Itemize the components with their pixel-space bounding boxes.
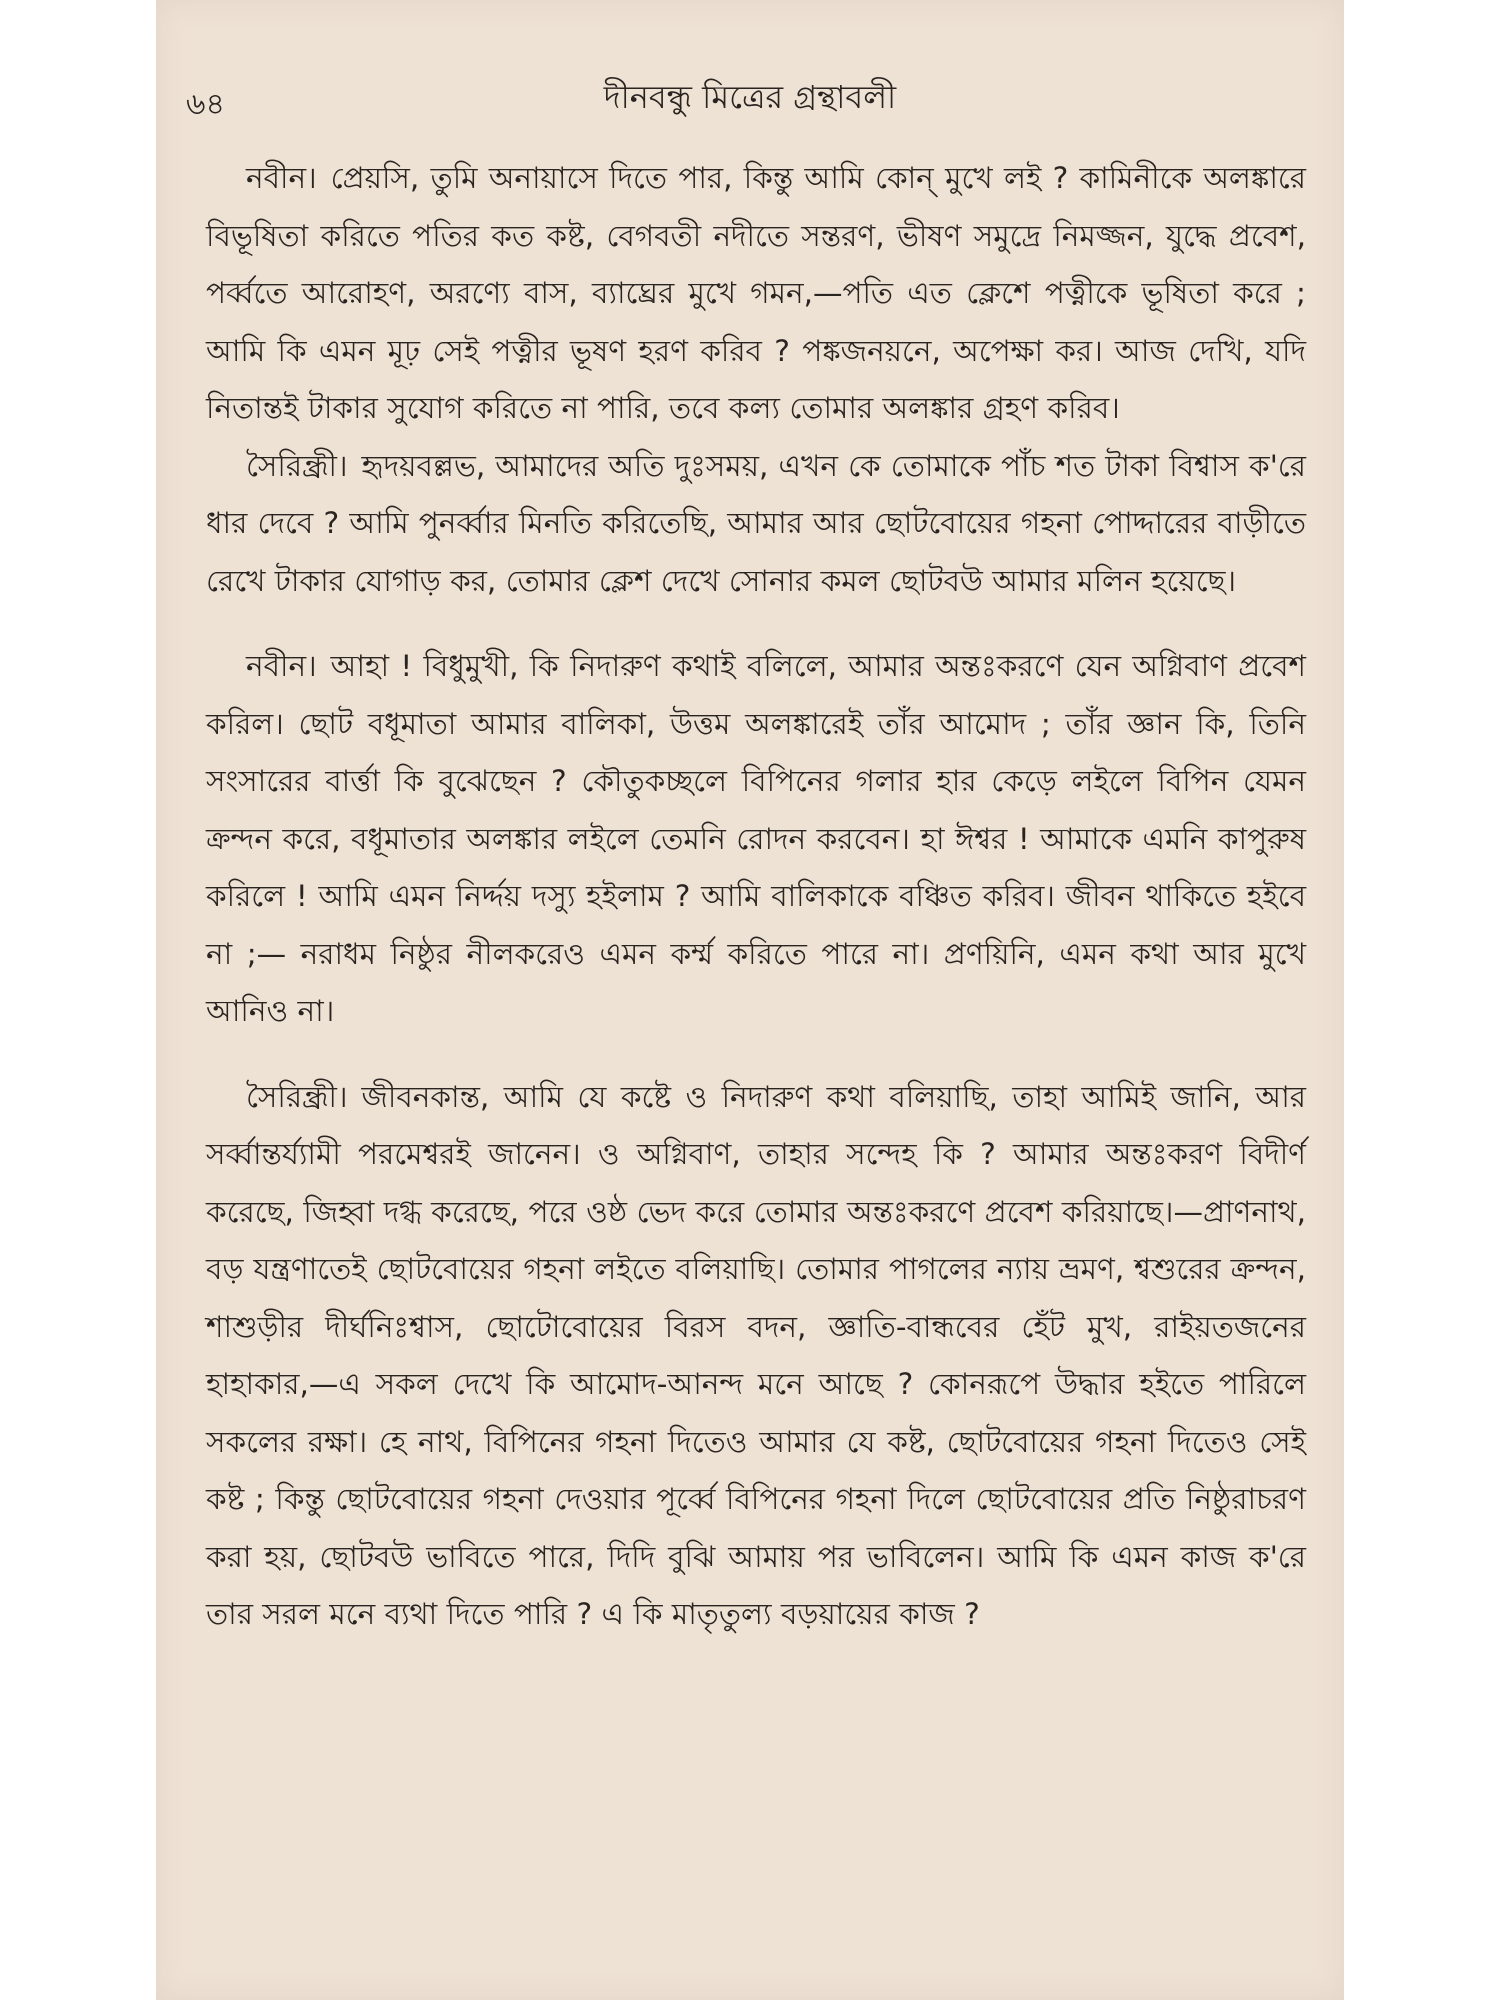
dialogue-line: প্রেয়সি, তুমি অনায়াসে দিতে পার, কিন্তু আমি কোন্ মুখে লই ? কামিনীকে অলঙ্কারে বিভূষিতা করিতে পতির কত কষ্ট, বেগবতী নদীতে সন্তরণ, ভীষণ সমুদ্রে নিমজ্জন, যুদ্ধে প্রবেশ, পর্ব্বতে আরোহণ, অরণ্যে বাস, ব্যাঘ্রের মুখে গমন,—পতি এত ক্লেশে পত্নীকে ভূষিতা করে ; আমি কি এমন মূঢ় সেই পত্নীর ভূষণ হরণ করিব ? পঙ্কজনয়নে, অপেক্ষা কর। আজ দেখি, যদি নিতান্তই টাকার সুযোগ করিতে না পারি, তবে কল্য তোমার অলঙ্কার গ্রহণ করিব।	[206, 161, 1306, 425]
dialogue-line: জীবনকান্ত, আমি যে কষ্টে ও নিদারুণ কথা বলিয়াছি, তাহা আমিই জানি, আর সর্ব্বান্তর্য্যামী পরমেশ্বরই জানেন। ও অগ্নিবাণ, তাহার সন্দেহ কি ? আমার অন্তঃকরণ বিদীর্ণ করেছে, জিহ্বা দগ্ধ করেছে, পরে ওষ্ঠ ভেদ করে তোমার অন্তঃকরণে প্রবেশ করিয়াছে।—প্রাণনাথ, বড় যন্ত্রণাতেই ছোটবোয়ের গহনা লইতে বলিয়াছি। তোমার পাগলের ন্যায় ভ্রমণ, শ্বশুরের ক্রন্দন, শাশুড়ীর দীর্ঘনিঃশ্বাস, ছোটোবোয়ের বিরস বদন, জ্ঞাতি-বান্ধবের হেঁট মুখ, রাইয়তজনের হাহাকার,—এ সকল দেখে কি আমোদ-আনন্দ মনে আছে ? কোনরূপে উদ্ধার হইতে পারিলে সকলের রক্ষা। হে নাথ, বিপিনের গহনা দিতেও আমার যে কষ্ট, ছোটবোয়ের গহনা দিতেও সেই কষ্ট ; কিন্তু ছোটবোয়ের গহনা দেওয়ার পূর্ব্বে বিপিনের গহনা দিলে ছোটবোয়ের প্রতি নিষ্ঠুরাচরণ করা হয়, ছোটবউ ভাবিতে পারে, দিদি বুঝি আমায় পর ভাবিলেন। আমি কি এমন কাজ ক'রে তার সরল মনে ব্যথা দিতে পারি ? এ কি মাতৃতুল্য বড়য়ায়ের কাজ ?	[206, 1079, 1306, 1631]
speaker-name: নবীন।	[246, 649, 317, 683]
page-number: ৬৪	[186, 87, 225, 122]
dialogue-line: আহা ! বিধুমুখী, কি নিদারুণ কথাই বলিলে, আমার অন্তঃকরণে যেন অগ্নিবাণ প্রবেশ করিল। ছোট বধূমাতা আমার বালিকা, উত্তম অলঙ্কারেই তাঁর আমোদ ; তাঁর জ্ঞান কি, তিনি সংসারের বার্ত্তা কি বুঝেছেন ? কৌতুকচ্ছলে বিপিনের গলার হার কেড়ে লইলে বিপিন যেমন ক্রন্দন করে, বধূমাতার অলঙ্কার লইলে তেমনি রোদন করবেন। হা ঈশ্বর ! আমাকে এমনি কাপুরুষ করিলে ! আমি এমন নির্দ্দয় দস্যু হইলাম ? আমি বালিকাকে বঞ্চিত করিব। জীবন থাকিতে হইবে না ;— নরাধম নিষ্ঠুর নীলকরেও এমন কর্ম্ম করিতে পারে না। প্রণয়িনি, এমন কথা আর মুখে আনিও না।	[206, 649, 1306, 1028]
dialogue-paragraph	[206, 150, 1306, 438]
dialogue-paragraph	[206, 1069, 1306, 1644]
dialogue-paragraph	[206, 438, 1306, 611]
speaker-name: সৈরিন্ধ্রী।	[246, 448, 348, 483]
speaker-name: সৈরিন্ধ্রী।	[246, 1079, 348, 1114]
dialogue-paragraph	[206, 638, 1306, 1041]
book-title: দীনবন্ধু মিত্রের গ্রন্থাবলী	[603, 78, 897, 116]
page-header	[186, 72, 1314, 122]
dialogue-text	[206, 150, 1306, 1644]
book-page	[156, 0, 1344, 2000]
speaker-name: নবীন।	[246, 161, 317, 195]
dialogue-line: হৃদয়বল্লভ, আমাদের অতি দুঃসময়, এখন কে তোমাকে পাঁচ শত টাকা বিশ্বাস ক'রে ধার দেবে ? আমি পুনর্ব্বার মিনতি করিতেছি, আমার আর ছোটবোয়ের গহনা পোদ্দারের বাড়ীতে রেখে টাকার যোগাড় কর, তোমার ক্লেশ দেখে সোনার কমল ছোটবউ আমার মলিন হয়েছে।	[206, 448, 1306, 598]
